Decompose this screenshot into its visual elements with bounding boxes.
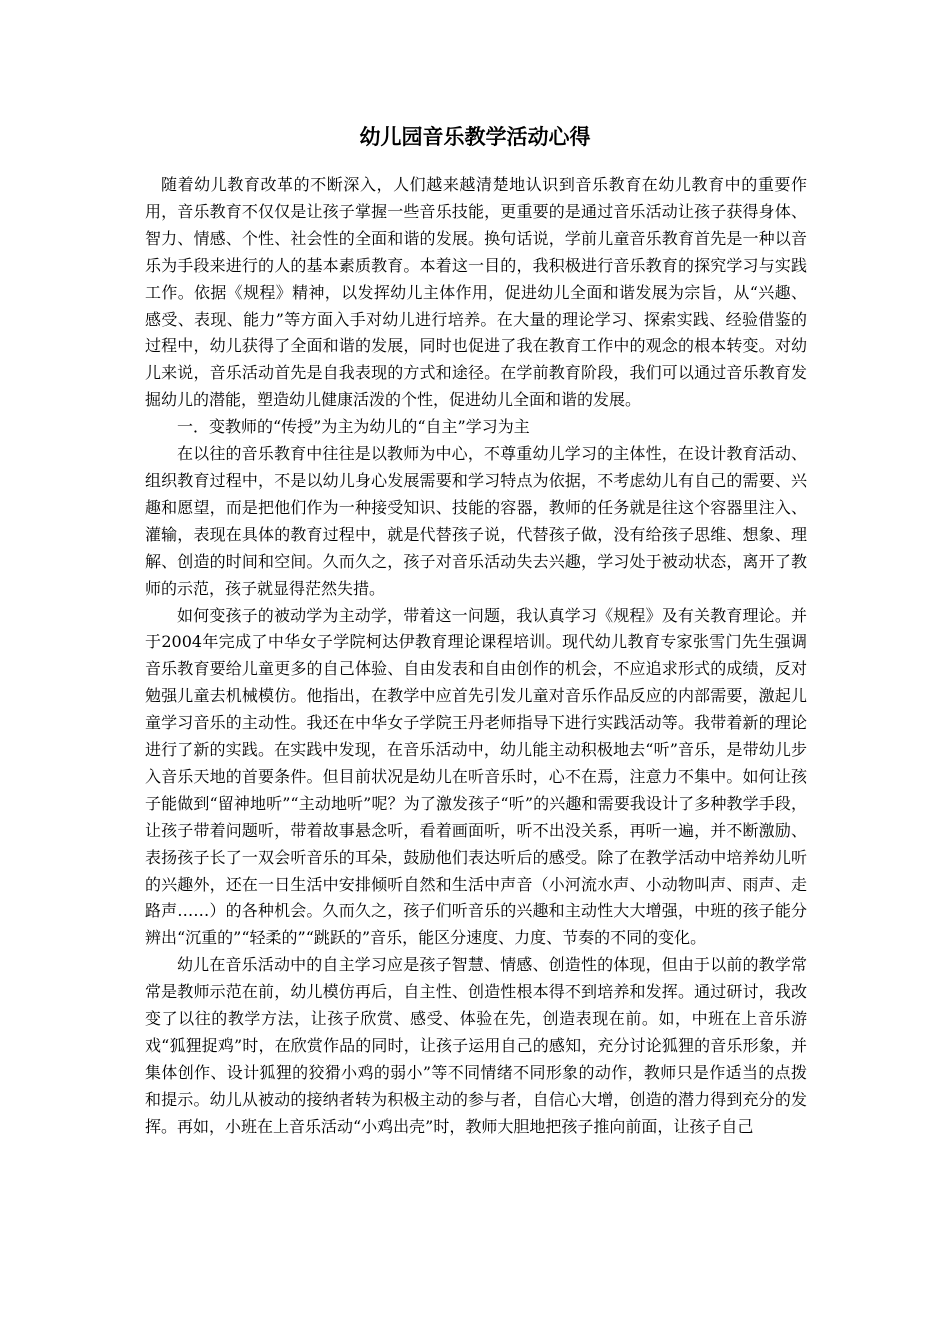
paragraph-3: 如何变孩子的被动学为主动学，带着这一问题，我认真学习《规程》及有关教育理论。并于2004年完成了中华女子学院柯达伊教育理论课程培训。现代幼儿教育专家张雪门先生强调音乐教育要给儿童更多的自己体验、自由发表和自由创作的机会，不应追求形式的成绩，反对勉强儿童去机械模仿。他指出，在教学中应首先引发儿童对音乐作品反应的内部需要，激起儿童学习音乐的主动性。我还在中华女子学院王丹老师指导下进行实践活动等。我带着新的理论进行了新的实践。在实践中发现，在音乐活动中，幼儿能主动积极地去“听”音乐，是带幼儿步入音乐天地的首要条件。但目前状况是幼儿在听音乐时，心不在焉，注意力不集中。如何让孩子能做到“留神地听”“主动地听”呢？为了激发孩子“听”的兴趣和需要我设计了多种教学手段，让孩子带着问题听，带着故事悬念听，看着画面听，听不出没关系，再听一遍，并不断激励、表扬孩子长了一双会听音乐的耳朵，鼓励他们表达听后的感受。除了在教学活动中培养幼儿听的兴趣外，还在一日生活中安排倾听自然和生活中声音（小河流水声、小动物叫声、雨声、走路声……）的各种机会。久而久之，孩子们听音乐的兴趣和主动性大大增强，中班的孩子能分辨出“沉重的”“轻柔的”“跳跃的”音乐，能区分速度、力度、节奏的不同的变化。: [145, 605, 807, 948]
document-title: 幼儿园音乐教学活动心得: [359, 125, 591, 149]
paragraph-4: 幼儿在音乐活动中的自主学习应是孩子智慧、情感、创造性的体现，但由于以前的教学常常是教师示范在前，幼儿模仿再后，自主性、创造性根本得不到培养和发挥。通过研讨，我改变了以往的教学方法，让孩子欣赏、感受、体验在先，创造表现在前。如，中班在上音乐游戏“狐狸捉鸡”时，在欣赏作品的同时，让孩子运用自己的感知，充分讨论狐狸的音乐形象，并集体创作、设计狐狸的狡猾小鸡的弱小”等不同情绪不同形象的动作，教师只是作适当的点拨和提示。幼儿从被动的接纳者转为积极主动的参与者，自信心大增，创造的潜力得到充分的发挥。再如，小班在上音乐活动“小鸡出壳”时，教师大胆地把孩子推向前面，让孩子自己: [145, 955, 807, 1136]
paragraph-2: 在以往的音乐教育中往往是以教师为中心，不尊重幼儿学习的主体性，在设计教育活动、组织教育过程中，不是以幼儿身心发展需要和学习特点为依据，不考虑幼儿有自己的需要、兴趣和愿望，而是把他们作为一种接受知识、技能的容器，教师的任务就是往这个容器里注入、灌输，表现在具体的教育过程中，就是代替孩子说，代替孩子做，没有给孩子思维、想象、理解、创造的时间和空间。久而久之，孩子对音乐活动失去兴趣，学习处于被动状态，离开了教师的示范，孩子就显得茫然失措。: [145, 444, 807, 598]
paragraph-intro: 随着幼儿教育改革的不断深入，人们越来越清楚地认识到音乐教育在幼儿教育中的重要作用，音乐教育不仅仅是让孩子掌握一些音乐技能，更重要的是通过音乐活动让孩子获得身体、智力、情感、个性、社会性的全面和谐的发展。换句话说，学前儿童音乐教育首先是一种以音乐为手段来进行的人的基本素质教育。本着这一目的，我积极进行音乐教育的探究学习与实践工作。依据《规程》精神，以发挥幼儿主体作用，促进幼儿全面和谐发展为宗旨，从“兴趣、感受、表现、能力”等方面入手对幼儿进行培养。在大量的理论学习、探索实践、经验借鉴的过程中，幼儿获得了全面和谐的发展，同时也促进了我在教育工作中的观念的根本转变。对幼儿来说，音乐活动首先是自我表现的方式和途径。在学前教育阶段，我们可以通过音乐教育发掘幼儿的潜能，塑造幼儿健康活泼的个性，促进幼儿全面和谐的发展。: [145, 175, 807, 410]
document-body: [145, 172, 807, 1141]
section-heading-1: 一．变教师的“传授”为主为幼儿的“自主”学习为主: [177, 417, 530, 437]
